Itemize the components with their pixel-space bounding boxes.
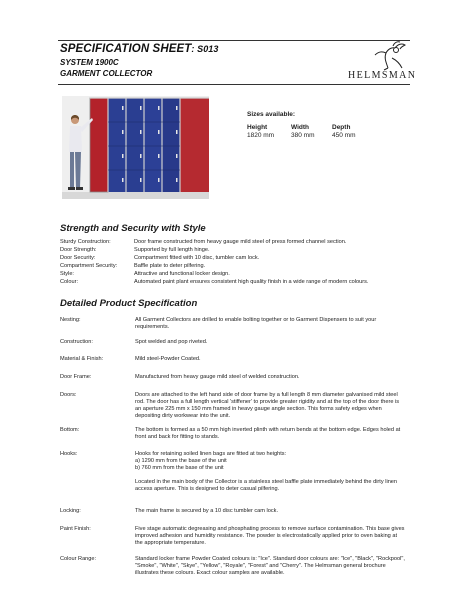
strength-heading: Strength and Security with Style (60, 223, 206, 234)
product-name: GARMENT COLLECTOR (60, 69, 153, 78)
spec-text: Hooks for retaining soiled linen bags are fitted at two heights: (135, 451, 287, 457)
spec-spacer (135, 472, 405, 479)
spec-value (135, 374, 405, 381)
spec-value (135, 317, 405, 331)
width-label: Width (291, 124, 309, 131)
strength-value: Attractive and functional locker design. (134, 271, 230, 277)
spec-text: Spot welded and pop riveted. (135, 339, 208, 345)
spec-key: Locking: (60, 508, 81, 514)
spec-key: Colour Range: (60, 556, 97, 562)
product-photo (62, 96, 209, 199)
depth-value: 450 mm (332, 132, 356, 139)
depth-label: Depth (332, 124, 351, 131)
brand-name: HELMSMAN (348, 70, 417, 81)
spec-key: Construction: (60, 339, 93, 345)
spec-key: Doors: (60, 392, 77, 398)
strength-key: Door Strength: (60, 247, 97, 253)
strength-value: Compartment fitted with 10 disc, tumbler cam lock. (134, 255, 260, 261)
spec-heading: Detailed Product Specification (60, 298, 198, 309)
size-width (291, 124, 314, 139)
system-name: SYSTEM 1900C (60, 58, 119, 67)
spec-value (135, 451, 405, 493)
sizes-heading: Sizes available: (247, 111, 296, 118)
spec-text: All Garment Collectors are drilled to enable bolting together or to Garment Dispensers to suit your requirements. (135, 317, 377, 330)
spec-text: Located in the main body of the Collector is a stainless steel baffle plate immediately behind the dirty linen access aperture. This is designed to deter casual pilfering. (135, 479, 398, 492)
size-height (247, 124, 274, 139)
header-top-rule (58, 40, 410, 41)
spec-text: The bottom is formed as a 50 mm high inverted plinth with return bends at the bottom edge. Edges holed at front and back for fitting to stands. (135, 427, 401, 440)
spec-text: b) 760 mm from the base of the unit (135, 465, 224, 471)
strength-value: Door frame constructed from heavy gauge mild steel of press formed channel section. (134, 239, 347, 245)
spec-key: Material & Finish: (60, 356, 104, 362)
spec-key: Door Frame: (60, 374, 92, 380)
strength-value: Automated paint plant ensures consistent high quality finish in a wide range of modern colours. (134, 279, 369, 285)
strength-key: Door Security: (60, 255, 96, 261)
spec-value (135, 392, 405, 420)
strength-value: Supported by full length hinge. (134, 247, 210, 253)
spec-value (135, 339, 405, 346)
sheet-code: : S013 (191, 44, 219, 54)
strength-key: Colour: (60, 279, 79, 285)
size-depth (332, 124, 355, 139)
spec-key: Hooks: (60, 451, 78, 457)
sheet-title-text: SPECIFICATION SHEET (60, 43, 192, 55)
spec-text: The main frame is secured by a 10 disc tumbler cam lock. (135, 508, 279, 514)
spec-text: Mild steel-Powder Coated. (135, 356, 201, 362)
spec-text: Manufactured from heavy gauge mild steel of welded construction. (135, 374, 300, 380)
width-value: 380 mm (291, 132, 315, 139)
spec-text: Doors are attached to the left hand side of door frame by a full length 8 mm diameter galvanised mild steel rod. The door has a full length vertical 'stiffener' to provide greater rigidity and at the top of the door there is an aperture 225 mm x 150 mm framed in heavy gauge angle section. This forms safety edges when depositing dirty workwear into the unit. (135, 392, 400, 419)
strength-key: Sturdy Construction: (60, 239, 111, 245)
spec-key: Paint Finish: (60, 526, 91, 532)
spec-value (135, 356, 405, 363)
spec-key: Nesting: (60, 317, 81, 323)
spec-key: Bottom: (60, 427, 80, 433)
height-value: 1820 mm (247, 132, 275, 139)
spec-value (135, 526, 405, 547)
spec-text: a) 1290 mm from the base of the unit (135, 458, 227, 464)
strength-value: Baffle plate to deter pilfering. (134, 263, 206, 269)
strength-key: Style: (60, 271, 74, 277)
spec-value (135, 556, 405, 577)
header-bottom-rule (58, 84, 410, 85)
spec-text: Standard locker frame Powder Coated colours is: "Ice". Standard door colours are: "Ice", "Black", "Rockpool", "Smoke", "White", "Skye", "Yellow", "Royale", "Forest" and "Cherry". The Helmsman general brochure illustrates these colours. Exact colour samples are available. (135, 556, 405, 576)
spec-text: Five stage automatic degreasing and phosphating process to remove surface contamination. This base gives improved adhesion and humidity resistance. The powder is electrostatically applied prior to oven baking at the appropriate temperature. (135, 526, 405, 546)
sheet-title (60, 43, 219, 55)
spec-value (135, 508, 405, 515)
spec-value (135, 427, 405, 441)
height-label: Height (247, 124, 268, 131)
strength-key: Compartment Security: (60, 263, 118, 269)
